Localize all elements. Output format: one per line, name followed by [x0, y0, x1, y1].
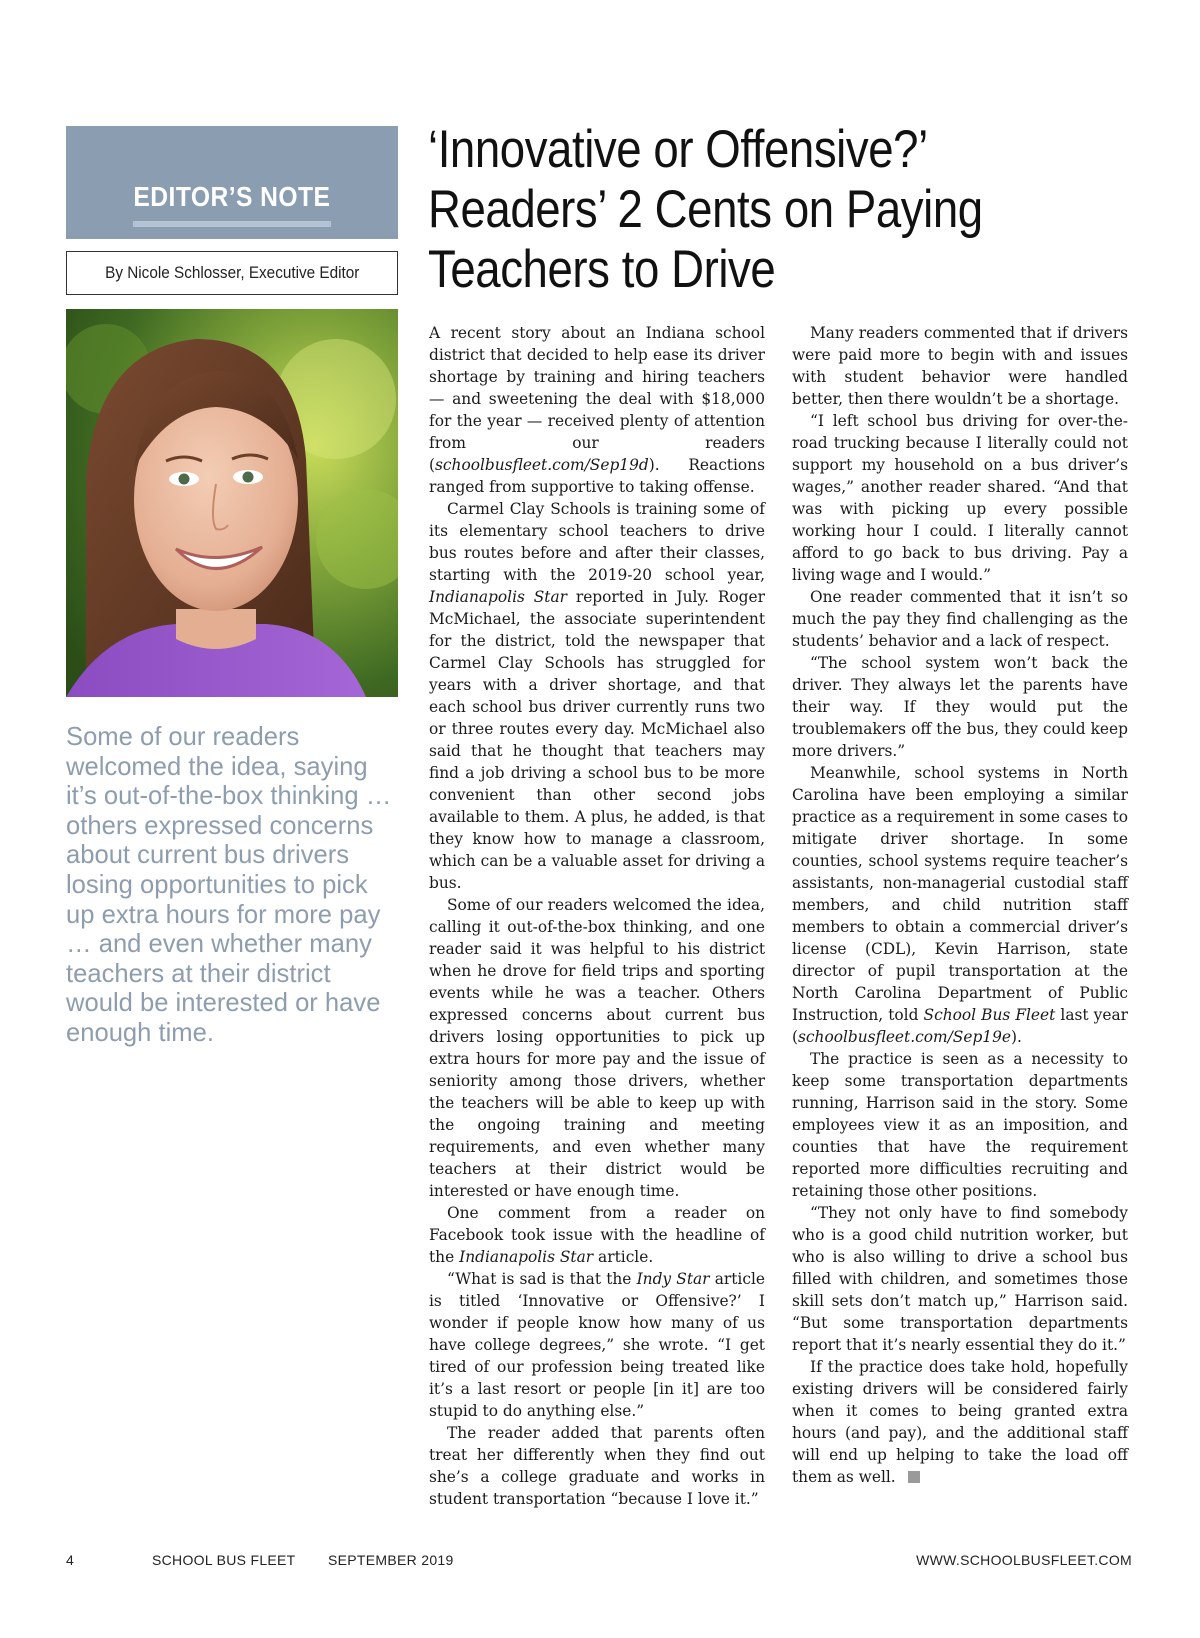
body-paragraph: “I left school bus driving for over-the-road trucking because I literally could not support my household on a bus driver’s wages,” another reader shared. “And that was with picking up every possible working hour I could. I literally cannot afford to go back to bus driving. Pay a living wage and I would.” — [792, 412, 1128, 584]
portrait-illustration — [66, 309, 398, 697]
publication-name: Indianapolis Star — [459, 1248, 594, 1266]
body-column-right — [792, 322, 1128, 1488]
body-paragraph: One reader commented that it isn’t so much the pay they find challenging as the students’ behavior and a lack of respect. — [792, 588, 1128, 650]
section-banner — [66, 126, 398, 239]
article-headline — [428, 120, 1148, 300]
body-paragraph: “What is sad is that the Indy Star article is titled ‘Innovative or Offensive?’ I wonder if people know how many of us have college degrees,” she wrote. “I get tired of our profession being treated like it’s a last resort or people [in it] are too stupid to do anything else.” — [429, 1270, 765, 1420]
website-url: WWW.SCHOOLBUSFLEET.COM — [916, 1552, 1132, 1568]
body-paragraph: Some of our readers welcomed the idea, calling it out-of-the-box thinking, and one reader said it was helpful to his district when he drove for field trips and sporting events while he was a teacher. Others expressed concerns about current bus drivers losing opportunities to pick up extra hours for more pay and the issue of seniority among those drivers, whether the teachers will be able to keep up with the ongoing training and meeting requirements, and even whether many teachers at their district would be interested or have enough time. — [429, 896, 765, 1200]
pull-quote: Some of our readers welcomed the idea, saying it’s out-of-the-box thinking … others expressed concerns about current bus drivers losing opportunities to pick up extra hours for more pay … and even whether many teachers at their district would be interested or have enough time. — [66, 723, 392, 1047]
section-label: EDITOR’S NOTE — [133, 181, 331, 212]
publication-name: Indy Star — [636, 1270, 710, 1288]
issue-date: SEPTEMBER 2019 — [328, 1552, 454, 1568]
end-mark-icon — [908, 1471, 920, 1483]
body-paragraph: Many readers commented that if drivers were paid more to begin with and issues with student behavior were handled better, then there wouldn’t be a shortage. — [792, 324, 1128, 408]
body-paragraph: One comment from a reader on Facebook took issue with the headline of the Indianapolis Star article. — [429, 1204, 765, 1266]
body-paragraph: The reader added that parents often treat her differently when they find out she’s a college graduate and works in student transportation “because I love it.” — [429, 1424, 765, 1508]
byline — [66, 251, 398, 295]
body-column-left — [429, 322, 765, 1510]
body-paragraph: “The school system won’t back the driver. They always let the parents have their way. If they would put the troublemakers off the bus, they could keep more drivers.” — [792, 654, 1128, 760]
article-link: schoolbusfleet.com/Sep19e — [798, 1028, 1011, 1046]
body-paragraph: Meanwhile, school systems in North Carolina have been employing a similar practice as a requirement in some cases to mitigate driver shortage. In some counties, school systems require teacher’s assistants, non-managerial custodial staff members, and child nutrition staff members to obtain a commercial driver’s license (CDL), Kevin Harrison, state director of pupil transportation at the North Carolina Department of Public Instruction, told School Bus Fleet last year (schoolbusfleet.com/Sep19e). — [792, 764, 1129, 1046]
publication-name: School Bus Fleet — [923, 1006, 1056, 1024]
byline-text: By Nicole Schlosser, Executive Editor — [104, 263, 360, 282]
body-paragraph: Carmel Clay Schools is training some of its elementary school teachers to drive bus routes before and after their classes, starting with the 2019-20 school year, Indianapolis Star reported in July. Roger McMichael, the associate superintendent for the district, told the newspaper that Carmel Clay Schools has struggled for years with a driver shortage, and that each school bus driver currently runs two or three routes every day. McMichael also said that he thought that teachers may find a job driving a school bus to be more convenient than other second jobs available to them. A plus, he added, is that they know how to manage a classroom, which can be a valuable asset for driving a bus. — [429, 500, 765, 892]
headline-line-2: Readers’ 2 Cents on Paying — [428, 180, 983, 239]
page-number: 4 — [66, 1552, 75, 1568]
editors-note-sidebar — [66, 126, 398, 295]
author-portrait — [66, 309, 398, 697]
publication-name: Indianapolis Star — [429, 588, 567, 606]
page-footer — [66, 1552, 1132, 1572]
headline-line-3: Teachers to Drive — [428, 240, 776, 299]
body-paragraph: “They not only have to find somebody who is a good child nutrition worker, but who is also willing to drive a school bus filled with children, and sometimes those skill sets don’t match up,” Harrison said. “But some transportation departments report that it’s nearly essential they do it.” — [792, 1204, 1128, 1354]
publication-name-footer: SCHOOL BUS FLEET — [152, 1552, 296, 1568]
body-paragraph: A recent story about an Indiana school district that decided to help ease its driver shortage by training and hiring teachers — and sweetening the deal with $18,000 for the year — received plenty of attention from our readers (schoolbusfleet.com/Sep19d). Reactions ranged from supportive to taking offense. — [429, 324, 765, 496]
headline-line-1: ‘Innovative or Offensive?’ — [428, 120, 928, 179]
article-link: schoolbusfleet.com/Sep19d — [435, 456, 649, 474]
body-paragraph: If the practice does take hold, hopefully existing drivers will be considered fairly when it comes to being granted extra hours (and pay), and the additional staff will end up helping to take the load off them as well. — [792, 1358, 1128, 1486]
banner-rule — [133, 221, 331, 227]
body-paragraph: The practice is seen as a necessity to keep some transportation departments running, Harrison said in the story. Some employees view it as an imposition, and counties that have the requirement reported more difficulties recruiting and retaining those other positions. — [792, 1050, 1128, 1200]
